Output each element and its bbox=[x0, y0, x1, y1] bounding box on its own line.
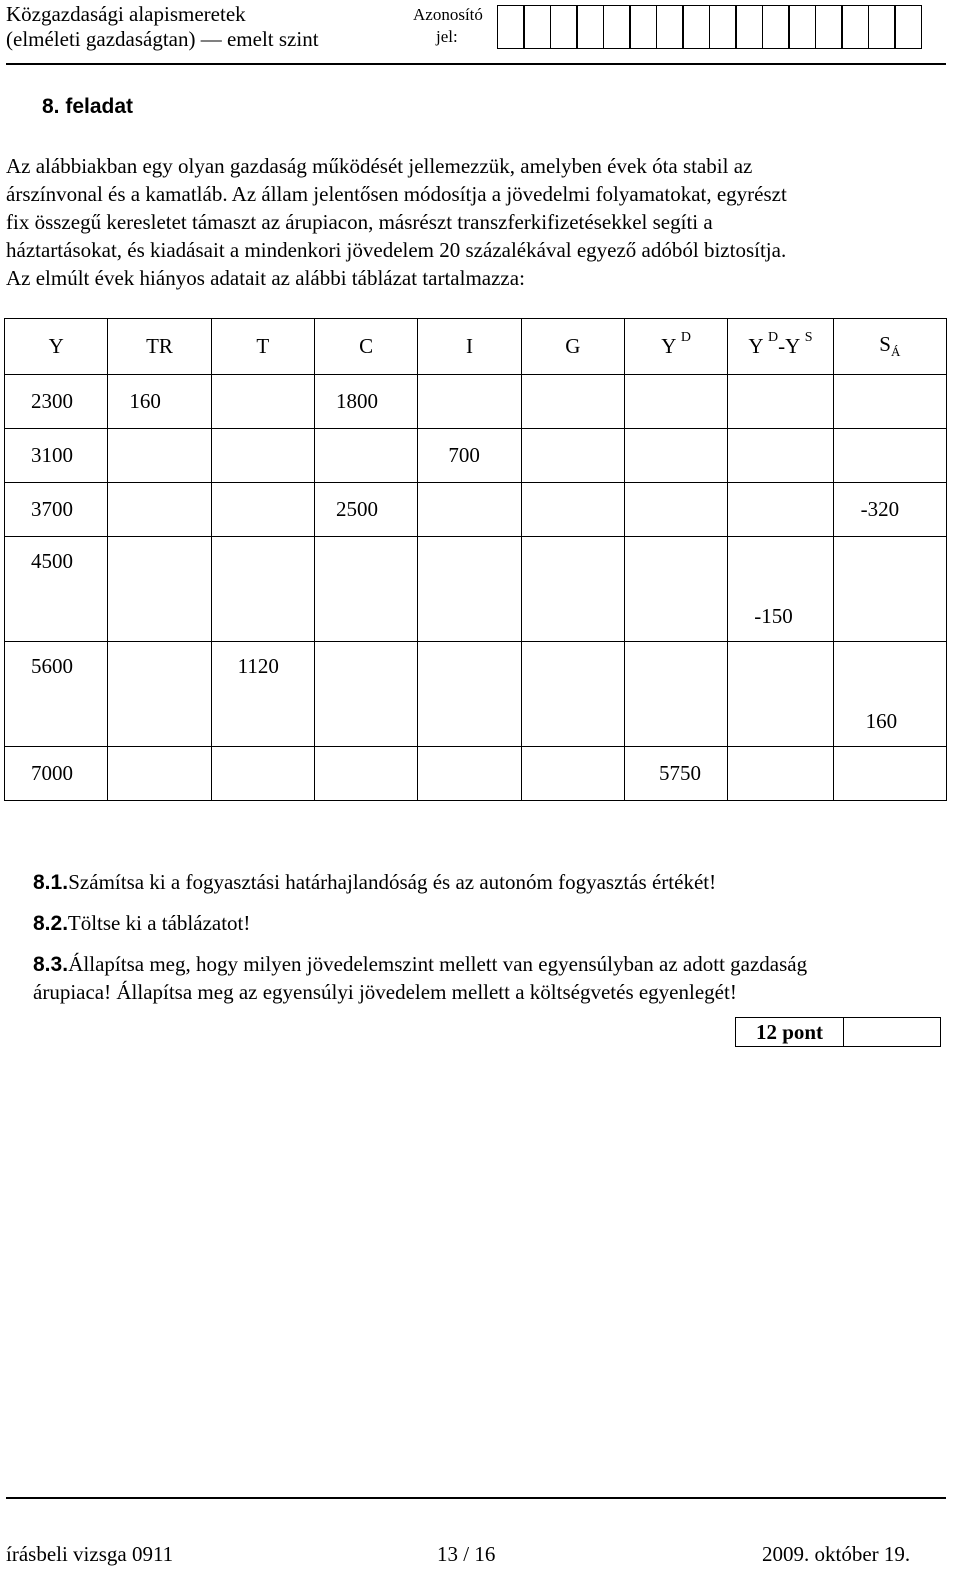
footer-page: 13 / 16 bbox=[437, 1542, 496, 1566]
table-cell: -320 bbox=[833, 483, 946, 537]
task-title: 8. feladat bbox=[42, 95, 134, 118]
header-yd-ys-mid: -Y bbox=[778, 334, 800, 358]
table-cell bbox=[728, 429, 833, 483]
id-box bbox=[550, 5, 578, 49]
table-cell: 160 bbox=[108, 375, 211, 429]
id-box bbox=[497, 5, 525, 49]
table-cell bbox=[624, 537, 727, 642]
table-cell: 5600 bbox=[5, 642, 108, 747]
table-cell bbox=[833, 429, 946, 483]
header-yd bbox=[624, 319, 727, 375]
id-box bbox=[788, 5, 816, 49]
paragraph-line: háztartásokat, és kiadásait a mindenkori jövedelem 20 százalékával egyező adóból biztosítja. bbox=[6, 238, 787, 262]
paragraph-line: Az alábbiakban egy olyan gazdaság működését jellemezzük, amelyben évek óta stabil az bbox=[6, 154, 753, 178]
table-cell bbox=[728, 375, 833, 429]
table-cell: 5750 bbox=[624, 747, 727, 801]
table-cell bbox=[521, 537, 624, 642]
footer-divider bbox=[6, 1497, 946, 1499]
table-cell bbox=[521, 483, 624, 537]
id-label: Azonosító bbox=[413, 5, 483, 24]
question-text: Töltse ki a táblázatot! bbox=[67, 911, 251, 935]
table-cell bbox=[833, 375, 946, 429]
table-cell: 700 bbox=[418, 429, 521, 483]
header-t: T bbox=[211, 319, 314, 375]
table-cell: 4500 bbox=[5, 537, 108, 642]
table-cell bbox=[833, 537, 946, 642]
table-cell bbox=[314, 537, 417, 642]
points-label: 12 pont bbox=[736, 1018, 844, 1046]
header-yd-ys-sup2: S bbox=[804, 330, 813, 345]
data-table bbox=[4, 318, 947, 801]
id-box bbox=[868, 5, 896, 49]
header-level: (elméleti gazdaságtan) — emelt szint bbox=[6, 27, 319, 51]
table-cell bbox=[211, 375, 314, 429]
id-box bbox=[629, 5, 657, 49]
id-box bbox=[682, 5, 710, 49]
header-yd-ys-sup1: D bbox=[768, 330, 779, 345]
table-cell bbox=[211, 429, 314, 483]
table-cell bbox=[521, 642, 624, 747]
id-box bbox=[523, 5, 551, 49]
table-cell bbox=[418, 537, 521, 642]
id-box bbox=[762, 5, 790, 49]
header-tr: TR bbox=[108, 319, 211, 375]
question-8-2 bbox=[33, 911, 250, 936]
question-text: Számítsa ki a fogyasztási határhajlandóság és az autonóm fogyasztás értékét! bbox=[68, 870, 717, 894]
paragraph-line: árszínvonal és a kamatláb. Az állam jelentősen módosítja a jövedelmi folyamatokat, egyrészt bbox=[6, 182, 787, 206]
footer-exam: írásbeli vizsga 0911 bbox=[6, 1542, 174, 1566]
table-cell: 1120 bbox=[211, 642, 314, 747]
id-box bbox=[894, 5, 922, 49]
table-cell bbox=[108, 537, 211, 642]
table-cell bbox=[728, 642, 833, 747]
id-boxes bbox=[498, 5, 922, 49]
table-cell bbox=[108, 642, 211, 747]
table-cell bbox=[624, 375, 727, 429]
header-yd-base: Y bbox=[661, 334, 676, 358]
table-cell: 7000 bbox=[5, 747, 108, 801]
table-cell bbox=[418, 483, 521, 537]
question-number: 8.3. bbox=[33, 953, 69, 976]
table-cell bbox=[211, 483, 314, 537]
table-cell bbox=[624, 429, 727, 483]
table-cell bbox=[418, 747, 521, 801]
header-sa-base: S bbox=[879, 332, 891, 357]
table-cell bbox=[728, 483, 833, 537]
table-cell bbox=[418, 642, 521, 747]
footer-date: 2009. október 19. bbox=[762, 1542, 911, 1566]
header-i: I bbox=[418, 319, 521, 375]
header-y: Y bbox=[5, 319, 108, 375]
table-cell bbox=[108, 483, 211, 537]
header-yd-sup: D bbox=[680, 330, 692, 345]
id-label-suffix: jel: bbox=[436, 27, 458, 46]
table-cell bbox=[521, 747, 624, 801]
table-cell bbox=[314, 429, 417, 483]
table-cell: 1800 bbox=[314, 375, 417, 429]
table-cell: 2500 bbox=[314, 483, 417, 537]
id-box bbox=[735, 5, 763, 49]
points-score-field bbox=[844, 1018, 940, 1046]
question-text: Állapítsa meg, hogy milyen jövedelemszint mellett van egyensúlyban az adott gazdaság bbox=[68, 952, 808, 976]
header-divider bbox=[6, 63, 946, 65]
table-cell: 3700 bbox=[5, 483, 108, 537]
id-box bbox=[815, 5, 843, 49]
table-cell bbox=[624, 483, 727, 537]
header-sa bbox=[833, 319, 946, 375]
header-yd-ys-base: Y bbox=[748, 334, 763, 358]
table-cell bbox=[521, 375, 624, 429]
table-cell: -150 bbox=[728, 537, 833, 642]
paragraph-line: fix összegű keresletet támaszt az árupiacon, másrészt transzferkifizetésekkel segíti a bbox=[6, 210, 713, 234]
id-box bbox=[709, 5, 737, 49]
id-box bbox=[656, 5, 684, 49]
table-cell bbox=[624, 642, 727, 747]
question-number: 8.2. bbox=[33, 912, 69, 935]
table-cell bbox=[314, 642, 417, 747]
table-cell: 160 bbox=[833, 642, 946, 747]
task-description bbox=[6, 152, 946, 292]
table-cell bbox=[521, 429, 624, 483]
question-8-3-cont bbox=[33, 980, 737, 1005]
id-box bbox=[576, 5, 604, 49]
table-cell: 2300 bbox=[5, 375, 108, 429]
header-g: G bbox=[521, 319, 624, 375]
table-cell bbox=[314, 747, 417, 801]
question-8-3 bbox=[33, 952, 807, 977]
table-cell bbox=[418, 375, 521, 429]
header-sa-sub: Á bbox=[890, 344, 901, 360]
table-cell bbox=[833, 747, 946, 801]
table-cell: 3100 bbox=[5, 429, 108, 483]
table-cell bbox=[211, 747, 314, 801]
paragraph-line: Az elmúlt évek hiányos adatait az alábbi táblázat tartalmazza: bbox=[6, 266, 525, 290]
question-8-1 bbox=[33, 870, 716, 895]
points-box bbox=[735, 1017, 941, 1047]
question-text: árupiaca! Állapítsa meg az egyensúlyi jövedelem mellett a költségvetés egyenlegét! bbox=[33, 980, 737, 1004]
id-box bbox=[603, 5, 631, 49]
question-number: 8.1. bbox=[33, 871, 69, 894]
table-cell bbox=[211, 537, 314, 642]
table-cell bbox=[108, 429, 211, 483]
header-c: C bbox=[314, 319, 417, 375]
table-cell bbox=[728, 747, 833, 801]
header-yd-ys bbox=[728, 319, 833, 375]
id-box bbox=[841, 5, 869, 49]
table-cell bbox=[108, 747, 211, 801]
header-subject: Közgazdasági alapismeretek bbox=[6, 2, 246, 26]
